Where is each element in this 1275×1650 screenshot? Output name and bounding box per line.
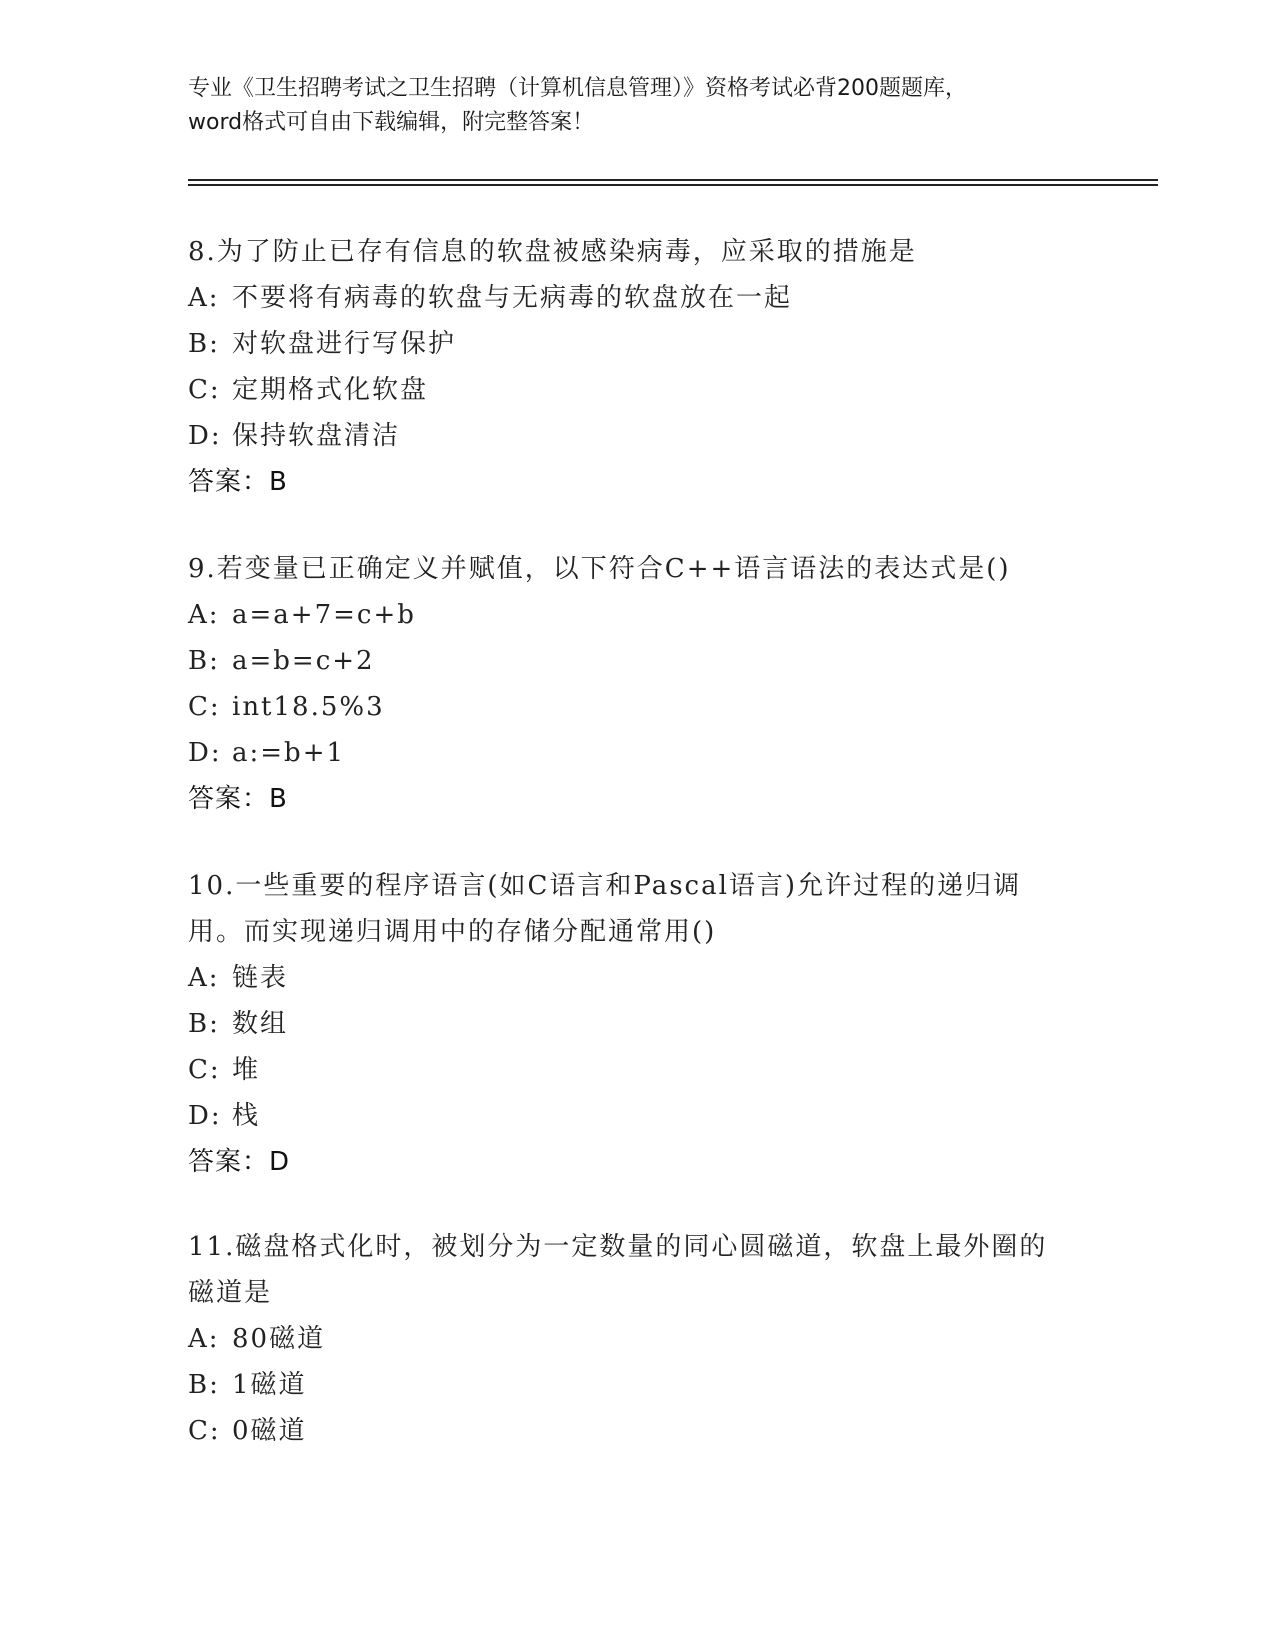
question-8: [188, 229, 1088, 505]
option-letter: C:: [188, 375, 221, 405]
option-text: a:=b+1: [232, 738, 346, 768]
option-d: [188, 1093, 1088, 1139]
option-d: [188, 413, 1088, 459]
option-d: [188, 730, 1088, 776]
option-letter: D:: [188, 1101, 222, 1131]
option-letter: D:: [188, 738, 222, 768]
header-divider-bottom: [188, 184, 1158, 186]
answer-line: 答案：B: [188, 467, 288, 497]
question-text: 9.若变量已正确定义并赋值，以下符合C++语言语法的表达式是(): [188, 554, 1011, 584]
option-c: [188, 367, 1088, 413]
question-10: [188, 863, 1088, 1185]
option-letter: B:: [188, 646, 220, 676]
header-divider-top: [188, 179, 1158, 181]
option-letter: B:: [188, 1370, 220, 1400]
option-c: [188, 1408, 1088, 1454]
option-text: 0磁道: [232, 1416, 307, 1446]
question-text-line-1: 10.一些重要的程序语言(如C语言和Pascal语言)允许过程的递归调: [188, 871, 1022, 901]
question-text-line-2: 用。而实现递归调用中的存储分配通常用(): [188, 917, 717, 947]
option-text: 栈: [232, 1101, 261, 1131]
document-header: [188, 72, 1108, 140]
option-letter: B:: [188, 329, 220, 359]
option-b: [188, 1001, 1088, 1047]
option-text: 1磁道: [232, 1370, 307, 1400]
option-a: [188, 955, 1088, 1001]
option-text: 定期格式化软盘: [232, 375, 429, 405]
option-text: 堆: [232, 1055, 261, 1085]
option-letter: A:: [188, 963, 220, 993]
option-letter: D:: [188, 421, 222, 451]
option-a: [188, 275, 1088, 321]
option-a: [188, 1316, 1088, 1362]
option-b: [188, 638, 1088, 684]
option-letter: A:: [188, 1324, 220, 1354]
answer-line: 答案：D: [188, 1147, 291, 1177]
header-line-2: word格式可自由下载编辑，附完整答案！: [188, 110, 595, 135]
option-b: [188, 1362, 1088, 1408]
option-letter: A:: [188, 600, 220, 630]
option-b: [188, 321, 1088, 367]
option-text: a=a+7=c+b: [232, 600, 416, 630]
option-a: [188, 592, 1088, 638]
option-text: 链表: [232, 963, 289, 993]
option-letter: C:: [188, 1416, 221, 1446]
option-text: a=b=c+2: [232, 646, 375, 676]
option-c: [188, 684, 1088, 730]
option-c: [188, 1047, 1088, 1093]
answer-line: 答案：B: [188, 784, 288, 814]
question-text-line-1: 11.磁盘格式化时，被划分为一定数量的同心圆磁道，软盘上最外圈的: [188, 1232, 1048, 1262]
option-text: 保持软盘清洁: [232, 421, 401, 451]
question-text-line-2: 磁道是: [188, 1278, 273, 1308]
question-11: [188, 1224, 1088, 1454]
header-line-1: 专业《卫生招聘考试之卫生招聘（计算机信息管理）》资格考试必背200题题库，: [188, 76, 967, 101]
question-9: [188, 546, 1088, 822]
option-text: 80磁道: [232, 1324, 326, 1354]
option-text: 不要将有病毒的软盘与无病毒的软盘放在一起: [232, 283, 793, 313]
question-text: 8.为了防止已存有信息的软盘被感染病毒，应采取的措施是: [188, 237, 917, 267]
option-letter: B:: [188, 1009, 220, 1039]
option-text: 数组: [232, 1009, 289, 1039]
option-text: 对软盘进行写保护: [232, 329, 457, 359]
option-letter: C:: [188, 692, 221, 722]
option-letter: A:: [188, 283, 220, 313]
option-text: int18.5%3: [232, 692, 385, 722]
option-letter: C:: [188, 1055, 221, 1085]
